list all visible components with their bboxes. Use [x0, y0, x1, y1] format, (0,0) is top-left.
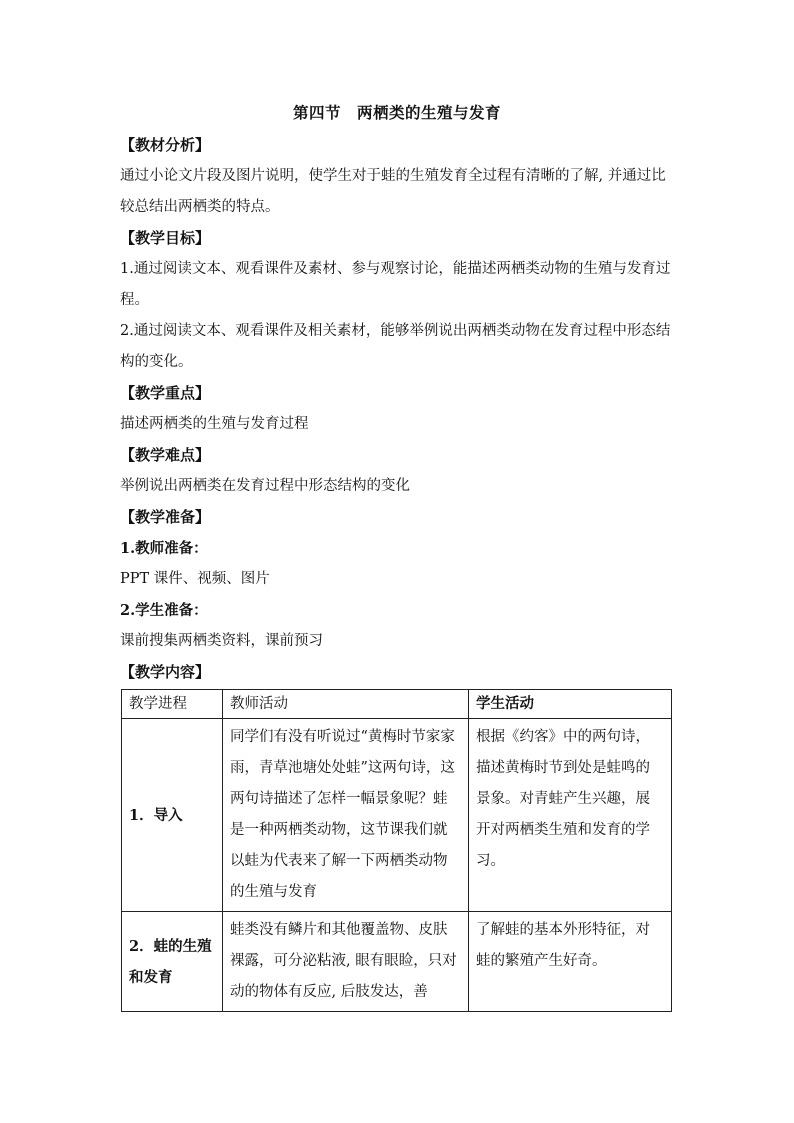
row-1-stage: 1．导入: [122, 719, 223, 912]
header-teacher: 教师活动: [223, 690, 469, 719]
difficulty-heading: 【教学难点】: [120, 446, 211, 464]
document-body: [120, 130, 676, 688]
header-student: 学生活动: [469, 690, 672, 719]
analysis-heading: 【教材分析】: [120, 136, 211, 154]
goal-2: 2.通过阅读文本、观看课件及相关素材，能够举例说出两栖类动物在发育过程中形态结构的变化。: [120, 323, 671, 370]
teacher-prep-label: 1.教师准备：: [120, 540, 208, 557]
teacher-prep-text: PPT 课件、视频、图片: [120, 571, 270, 587]
goal-1: 1.通过阅读文本、观看课件及素材、参与观察讨论，能描述两栖类动物的生殖与发育过程。: [120, 261, 671, 308]
content-heading: 【教学内容】: [120, 663, 211, 681]
prep-heading: 【教学准备】: [120, 508, 211, 526]
lesson-table: [121, 689, 672, 1012]
student-prep-text: 课前搜集两栖类资料，课前预习: [120, 633, 323, 649]
difficulty-text: 举例说出两栖类在发育过程中形态结构的变化: [120, 478, 410, 494]
table-row: [122, 912, 672, 1012]
analysis-text: 通过小论文片段及图片说明，使学生对于蛙的生殖发育全过程有清晰的了解, 并通过比较总结出两栖类的特点。: [120, 168, 666, 215]
goals-heading: 【教学目标】: [120, 229, 211, 247]
row-2-stage: 2．蛙的生殖和发育: [122, 912, 223, 1012]
header-stage: 教学进程: [122, 690, 223, 719]
key-heading: 【教学重点】: [120, 384, 211, 402]
row-1-teacher: 同学们有没有听说过“黄梅时节家家雨，青草池塘处处蛙”这两句诗，这两句诗描述了怎样一幅景象呢？蛙是一种两栖类动物，这节课我们就以蛙为代表来了解一下两栖类动物的生殖与发育: [223, 719, 469, 912]
row-1-student: 根据《约客》中的两句诗，描述黄梅时节到处是蛙鸣的景象。对青蛙产生兴趣，展开对两栖类生殖和发育的学习。: [469, 719, 672, 912]
row-2-teacher: 蛙类没有鳞片和其他覆盖物、皮肤裸露，可分泌粘液, 眼有眼睑，只对动的物体有反应, 后肢发达，善: [223, 912, 469, 1012]
table-row: [122, 719, 672, 912]
table-header-row: [122, 690, 672, 719]
page-title: 第四节 两栖类的生殖与发育: [292, 103, 501, 122]
student-prep-label: 2.学生准备：: [120, 602, 208, 619]
key-text: 描述两栖类的生殖与发育过程: [120, 416, 309, 432]
row-2-student: 了解蛙的基本外形特征，对蛙的繁殖产生好奇。: [469, 912, 672, 1012]
